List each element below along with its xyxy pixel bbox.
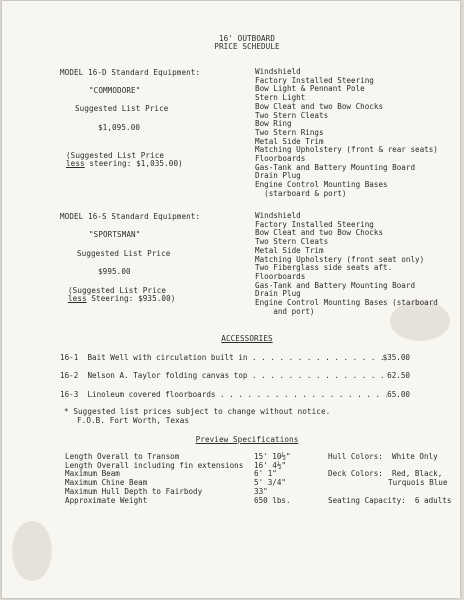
list-item: Engine Control Mounting Bases (starboard <box>255 298 438 308</box>
list-item: (starboard & port) <box>255 188 347 198</box>
model-16s-price-label: Suggested List Price <box>77 249 171 258</box>
model-16s-heading: MODEL 16-S Standard Equipment: <box>60 212 201 221</box>
spec-value: 33" <box>254 486 268 496</box>
accessory-row <box>60 390 410 399</box>
list-item: Bow Ring <box>255 119 292 129</box>
spec-label: Approximate Weight <box>65 495 148 505</box>
spec-value: 650 lbs. <box>254 495 291 505</box>
model-16d-price: $1,095.00 <box>98 123 141 132</box>
spec-value: 15' 10½" <box>254 452 291 461</box>
list-item: Gas-Tank and Battery Mounting Board <box>255 280 416 290</box>
list-item: Two Stern Cleats <box>255 237 329 247</box>
spec-label: Maximum Hull Depth to Fairbody <box>65 486 203 496</box>
accessories-heading: ACCESSORIES <box>221 334 273 343</box>
model-16d-name: "COMMODORE" <box>89 86 141 95</box>
model-16d-less-steering-line1: (Suggested List Price <box>66 151 165 160</box>
model-16s-name: "SPORTSMAN" <box>89 230 141 239</box>
accessory-description: Nelson A. Taylor folding canvas top . . . <box>78 371 387 380</box>
model-16s-less-steering-line2 <box>68 294 175 303</box>
model-16d-equipment-list <box>255 68 438 199</box>
fob-note: F.O.B. Fort Worth, Texas <box>77 416 190 425</box>
deck-colors: Deck Colors: Red, Black, <box>328 469 443 479</box>
list-item: Matching Upholstery (front seat only) <box>255 254 425 264</box>
accessory-price: $35.00 <box>382 353 410 362</box>
list-item: Metal Side Trim <box>255 136 324 146</box>
spec-label: Length Overall to Transom <box>65 452 180 461</box>
list-item: Windshield <box>255 67 301 76</box>
model-16s-equipment-list <box>255 212 438 316</box>
spec-label: Length Overall including fin extensions <box>65 460 244 470</box>
spec-label: Maximum Beam <box>65 469 120 479</box>
list-item: Metal Side Trim <box>255 245 324 255</box>
spec-value: 5' 3/4" <box>254 478 287 488</box>
list-item: Matching Upholstery (front & rear seats) <box>255 145 438 155</box>
less-word: less <box>68 294 87 303</box>
spec-value: 16' 4½" <box>254 460 287 470</box>
list-item: Two Stern Cleats <box>255 110 329 120</box>
accessory-code: 16-2 <box>60 371 79 380</box>
list-item: Engine Control Mounting Bases <box>255 180 388 190</box>
list-item: Bow Cleat and two Bow Chocks <box>255 228 384 238</box>
doc-subtitle: PRICE SCHEDULE <box>214 42 280 51</box>
accessory-description: Bait Well with circulation built in . . . <box>78 353 382 362</box>
specs-heading: Preview Specifications <box>195 435 299 444</box>
doc-title: 16' OUTBOARD <box>218 34 276 43</box>
accessory-row <box>60 353 410 362</box>
accessory-code: 16-1 <box>60 353 79 362</box>
list-item: Drain Plug <box>255 171 301 181</box>
list-item: Bow Cleat and two Bow Chocks <box>255 101 384 111</box>
deck-colors-cont: Turquois Blue <box>388 478 448 488</box>
less-steering-price: steering: $1,035.00) <box>84 159 183 168</box>
list-item: Bow Light & Pennant Pole <box>255 84 365 94</box>
accessory-price: 65.00 <box>387 390 410 399</box>
list-item: Two Stern Rings <box>255 127 324 137</box>
list-item: and port) <box>255 306 315 316</box>
hull-colors: Hull Colors: White Only <box>328 452 438 461</box>
spec-label: Maximum Chine Beam <box>65 478 148 488</box>
model-16s-less-steering-line1: (Suggested List Price <box>68 286 167 295</box>
list-item: Two Fiberglass side seats aft. <box>255 263 393 273</box>
model-16s-price: $995.00 <box>98 267 131 276</box>
model-16d-less-steering-line2 <box>66 159 183 168</box>
accessory-code: 16-3 <box>60 390 79 399</box>
model-16d-price-label: Suggested List Price <box>75 104 169 113</box>
accessory-row <box>60 371 410 380</box>
less-word: less <box>66 159 85 168</box>
document-page <box>2 1 460 598</box>
list-item: Stern Light <box>255 93 306 103</box>
list-item: Drain Plug <box>255 289 301 299</box>
list-item: Gas-Tank and Battery Mounting Board <box>255 162 416 172</box>
list-item: Factory Installed Steering <box>255 219 374 229</box>
accessory-description: Linoleum covered floorboards . . . <box>78 390 387 399</box>
price-change-note: * Suggested list prices subject to change without notice. <box>64 407 331 416</box>
spec-value: 6' 1" <box>254 469 277 479</box>
seating-capacity: Seating Capacity: 6 adults <box>328 495 452 505</box>
list-item: Floorboards <box>255 271 306 281</box>
list-item: Factory Installed Steering <box>255 75 374 85</box>
accessory-price: 62.50 <box>387 371 410 380</box>
list-item: Floorboards <box>255 154 306 164</box>
model-16d-heading: MODEL 16-D Standard Equipment: <box>60 68 201 77</box>
list-item: Windshield <box>255 211 301 220</box>
less-steering-price: Steering: $935.00) <box>86 294 176 303</box>
paper-stain <box>12 521 52 581</box>
